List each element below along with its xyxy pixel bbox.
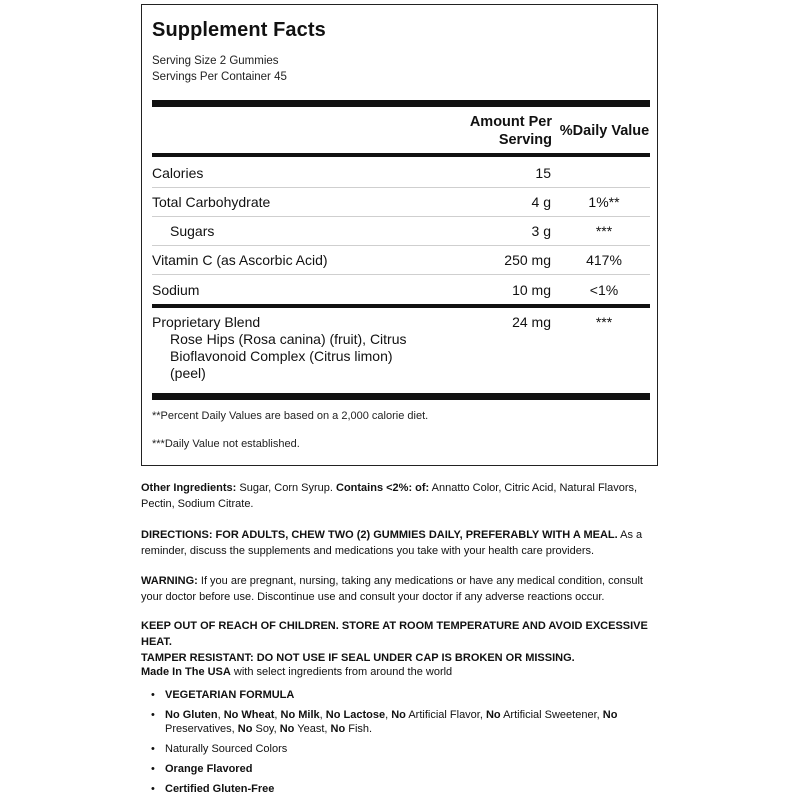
directions-bold: DIRECTIONS: FOR ADULTS, CHEW TWO (2) GUMMIES DAILY, PREFERABLY WITH A MEAL. (141, 529, 618, 541)
blend-name: Proprietary Blend (152, 314, 261, 330)
other-ingredients (141, 480, 661, 512)
row-dv-vitamin-c: 417% (586, 252, 622, 268)
blend-line-1: Rose Hips (Rosa canina) (fruit), Citrus (170, 331, 407, 347)
row-divider (152, 216, 650, 217)
no-word: No (485, 709, 501, 721)
row-divider (152, 245, 650, 246)
list-item (141, 782, 661, 796)
feature-list (141, 688, 661, 802)
footnote-percent-dv: **Percent Daily Values are based on a 2,000 calorie diet. (152, 410, 429, 422)
thick-divider-top (152, 100, 650, 107)
no-wheat: No Wheat (223, 709, 275, 721)
feature-natural-colors: Naturally Sourced Colors (165, 743, 288, 755)
warning-label: WARNING: (141, 575, 198, 587)
list-item (141, 708, 661, 736)
sep: , (319, 709, 326, 721)
panel-title: Supplement Facts (152, 19, 326, 41)
sep: , (385, 709, 392, 721)
made-in-usa (141, 664, 661, 680)
keep-out-line-1: KEEP OUT OF REACH OF CHILDREN. STORE AT ROOM TEMPERATURE AND AVOID EXCESSIVE HEAT. (141, 620, 648, 648)
sep: , (217, 709, 224, 721)
col-header-amount-line1: Amount Per (469, 114, 552, 130)
soy: Soy, (252, 723, 280, 735)
bullet-icon: • (151, 743, 155, 755)
col-header-dv: %Daily Value (559, 123, 650, 139)
row-name-sodium: Sodium (152, 282, 200, 298)
row-dv-sugars: *** (595, 223, 613, 239)
no-gluten: No Gluten (165, 709, 218, 721)
warning (141, 573, 661, 605)
list-item (141, 762, 661, 776)
feature-orange-flavored: Orange Flavored (165, 763, 253, 775)
made-in-usa-bold: Made In The USA (141, 666, 231, 678)
sep: , (274, 709, 281, 721)
warning-text: If you are pregnant, nursing, taking any medications or have any medical condition, consult your doctor before use. Discontinue use and consult your doctor if any adverse reactions occur. (141, 575, 643, 603)
thick-divider-blend (152, 304, 650, 308)
list-item (141, 688, 661, 702)
row-amount-sugars: 3 g (531, 223, 551, 239)
tamper-resistant-line: TAMPER RESISTANT: DO NOT USE IF SEAL UNDER CAP IS BROKEN OR MISSING. (141, 652, 575, 664)
col-header-amount-line2: Serving (498, 132, 552, 148)
made-in-usa-text: with select ingredients from around the world (230, 666, 453, 678)
feature-gluten-free: Certified Gluten-Free (165, 783, 275, 795)
no-word: No (330, 723, 346, 735)
other-ingredients-label: Other Ingredients: (141, 482, 237, 494)
row-name-calories: Calories (152, 165, 204, 181)
row-divider (152, 274, 650, 275)
artificial-sweetener: Artificial Sweetener, (500, 709, 603, 721)
thick-divider-bottom (152, 393, 650, 400)
bullet-icon: • (151, 709, 155, 721)
no-milk: No Milk (280, 709, 320, 721)
no-word: No (602, 709, 618, 721)
row-name-sugars: Sugars (170, 223, 215, 239)
other-ingredients-text-1: Sugar, Corn Syrup. (236, 482, 337, 494)
footnote-dv-not-established: ***Daily Value not established. (152, 438, 300, 450)
serving-size: Serving Size 2 Gummies (152, 55, 279, 67)
no-lactose: No Lactose (325, 709, 386, 721)
blend-line-2: Bioflavonoid Complex (Citrus limon) (170, 348, 393, 364)
other-ingredients-text-2: Annatto Color, Citric Acid, Natural Flavors, Pectin, Sodium Citrate. (141, 482, 638, 510)
feature-no-allergens (165, 709, 617, 735)
artificial-flavor: Artificial Flavor, (405, 709, 486, 721)
no-word: No (391, 709, 406, 721)
no-word: No (237, 723, 253, 735)
row-amount-sodium: 10 mg (512, 282, 551, 298)
row-dv-carbohydrate: 1%** (588, 194, 620, 210)
bullet-icon: • (151, 689, 155, 701)
list-item (141, 742, 661, 756)
row-name-vitamin-c: Vitamin C (as Ascorbic Acid) (152, 252, 328, 268)
row-amount-carbohydrate: 4 g (531, 194, 551, 210)
supplement-facts-panel (141, 4, 658, 466)
blend-line-3: (peel) (170, 365, 206, 381)
contains-label: Contains <2%: of: (336, 482, 430, 494)
blend-ingredients (170, 331, 470, 382)
row-amount-vitamin-c: 250 mg (504, 252, 551, 268)
fish: Fish. (345, 723, 373, 735)
preservatives: Preservatives, (165, 723, 238, 735)
bullet-icon: • (151, 763, 155, 775)
thick-divider-header (152, 153, 650, 157)
row-dv-sodium: <1% (589, 282, 619, 298)
col-header-amount (442, 113, 552, 149)
blend-amount: 24 mg (512, 314, 551, 330)
bullet-icon: • (151, 783, 155, 795)
keep-out-notice (141, 618, 661, 666)
directions (141, 527, 661, 559)
directions-text: As a reminder, discuss the supplements and medications you take with your health care providers. (141, 529, 643, 557)
blend-dv: *** (595, 314, 613, 330)
feature-vegetarian: VEGETARIAN FORMULA (165, 689, 295, 701)
row-divider (152, 187, 650, 188)
yeast: Yeast, (294, 723, 331, 735)
no-word: No (279, 723, 295, 735)
row-amount-calories: 15 (535, 165, 551, 181)
servings-per-container: Servings Per Container 45 (152, 71, 287, 83)
row-name-carbohydrate: Total Carbohydrate (152, 194, 271, 210)
